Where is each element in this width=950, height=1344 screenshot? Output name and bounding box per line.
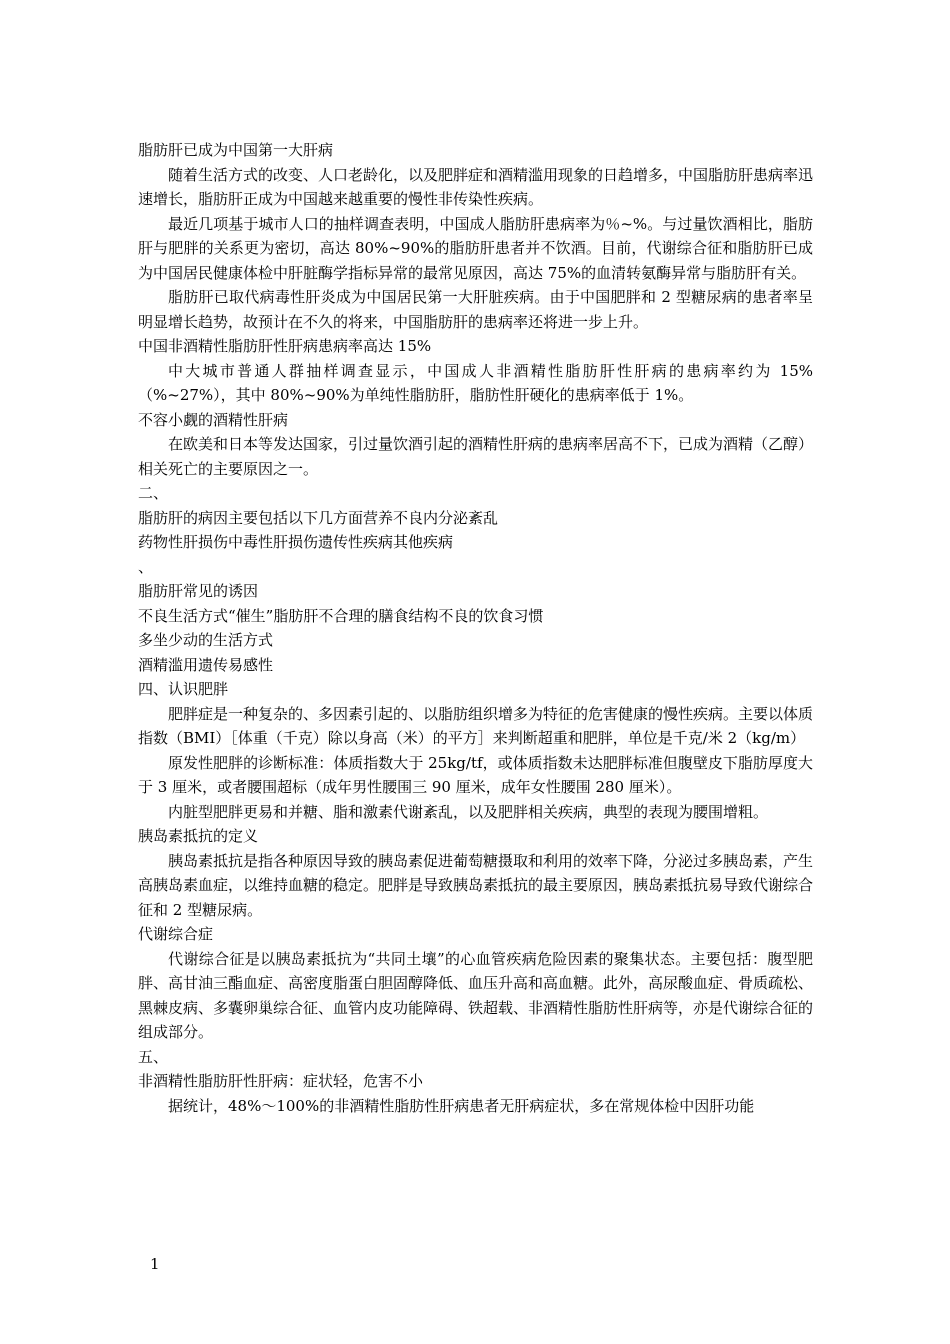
- document-body: [138, 138, 813, 1118]
- body-paragraph: 中大城市普通人群抽样调查显示，中国成人非酒精性脂肪肝性肝病的患病率约为 15%（%~27%），其中 80%~90%为单纯性脂肪肝，脂肪性肝硬化的患病率低于 1%。: [138, 361, 813, 404]
- body-paragraph: 在欧美和日本等发达国家，引过量饮酒引起的酒精性肝病的患病率居高不下，已成为酒精（乙醇）相关死亡的主要原因之一。: [138, 435, 814, 478]
- section-heading: 脂肪肝的病因主要包括以下几方面营养不良内分泌紊乱: [138, 508, 499, 527]
- section-heading: 非酒精性脂肪肝性肝病：症状轻，危害不小: [138, 1072, 424, 1090]
- section-heading: 酒精滥用遗传易感性: [138, 655, 274, 674]
- body-paragraph: 代谢综合征是以胰岛素抵抗为“共同土壤”的心血管疾病危险因素的聚集状态。主要包括：腹型肥胖、高甘油三酯血症、高密度脂蛋白胆固醇降低、血压升高和高血糖。此外，高尿酸血症、骨质疏松、黑棘皮病、多囊卵巢综合征、血管内皮功能障碍、铁超载、非酒精性脂肪性肝病等，亦是代谢综合征的组成部分。: [138, 949, 814, 1041]
- section-heading: 、: [138, 557, 154, 576]
- body-paragraph: 内脏型肥胖更易和并糖、脂和激素代谢紊乱，以及肥胖相关疾病，典型的表现为腰围增粗。: [168, 802, 769, 821]
- section-heading: 不良生活方式“催生”脂肪肝不合理的膳食结构不良的饮食习惯: [138, 606, 544, 625]
- section-heading: 脂肪肝已成为中国第一大肝病: [138, 141, 334, 159]
- section-heading: 代谢综合症: [138, 925, 214, 943]
- section-heading: 药物性肝损伤中毒性肝损伤遗传性疾病其他疾病: [138, 533, 454, 551]
- section-heading: 五、: [138, 1047, 169, 1066]
- page-number: 1: [150, 1255, 160, 1273]
- section-heading: 中国非酒精性脂肪肝性肝病患病率高达 15%: [138, 337, 432, 355]
- body-paragraph: 原发性肥胖的诊断标准：体质指数大于 25kg/tf，或体质指数未达肥胖标准但腹壁皮下脂肪厚度大于 3 厘米，或者腰围超标（成年男性腰围三 90 厘米，成年女性腰围 280 厘米）。: [138, 753, 813, 796]
- section-heading: 脂肪肝常见的诱因: [138, 582, 259, 600]
- section-heading: 多坐少动的生活方式: [138, 631, 274, 649]
- body-paragraph: 最近几项基于城市人口的抽样调查表明，中国成人脂肪肝患病率为％~%。与过量饮酒相比，脂肪肝与肥胖的关系更为密切，高达 80%~90%的脂肪肝患者并不饮酒。目前，代谢综合征和脂肪肝已成为中国居民健康体检中肝脏酶学指标异常的最常见原因，高达 75%的血清转氨酶异常与脂肪肝有关。: [138, 214, 813, 282]
- body-paragraph: 据统计，48%〜100%的非酒精性脂肪性肝病患者无肝病症状，多在常规体检中因肝功能: [168, 1096, 755, 1115]
- section-heading: 胰岛素抵抗的定义: [138, 827, 259, 845]
- section-heading: 不容小觑的酒精性肝病: [138, 410, 289, 429]
- body-paragraph: 胰岛素抵抗是指各种原因导致的胰岛素促进葡萄糖摄取和利用的效率下降，分泌过多胰岛素，产生高胰岛素血症，以维持血糖的稳定。肥胖是导致胰岛素抵抗的最主要原因，胰岛素抵抗易导致代谢综合征和 2 型糖尿病。: [138, 851, 814, 919]
- body-paragraph: 随着生活方式的改变、人口老龄化，以及肥胖症和酒精滥用现象的日趋增多，中国脂肪肝患病率迅速增长，脂肪肝正成为中国越来越重要的慢性非传染性疾病。: [138, 165, 814, 208]
- body-paragraph: 肥胖症是一种复杂的、多因素引起的、以脂肪组织增多为特征的危害健康的慢性疾病。主要以体质指数（BMI）［体重（千克）除以身高（米）的平方］来判断超重和肥胖，单位是千克/米 2（kg/m）: [138, 704, 814, 747]
- body-paragraph: 脂肪肝已取代病毒性肝炎成为中国居民第一大肝脏疾病。由于中国肥胖和 2 型糖尿病的患者率呈明显增长趋势，故预计在不久的将来，中国脂肪肝的患病率还将进一步上升。: [138, 288, 813, 331]
- section-heading: 二、: [138, 484, 169, 502]
- section-heading: 四、认识肥胖: [138, 680, 229, 698]
